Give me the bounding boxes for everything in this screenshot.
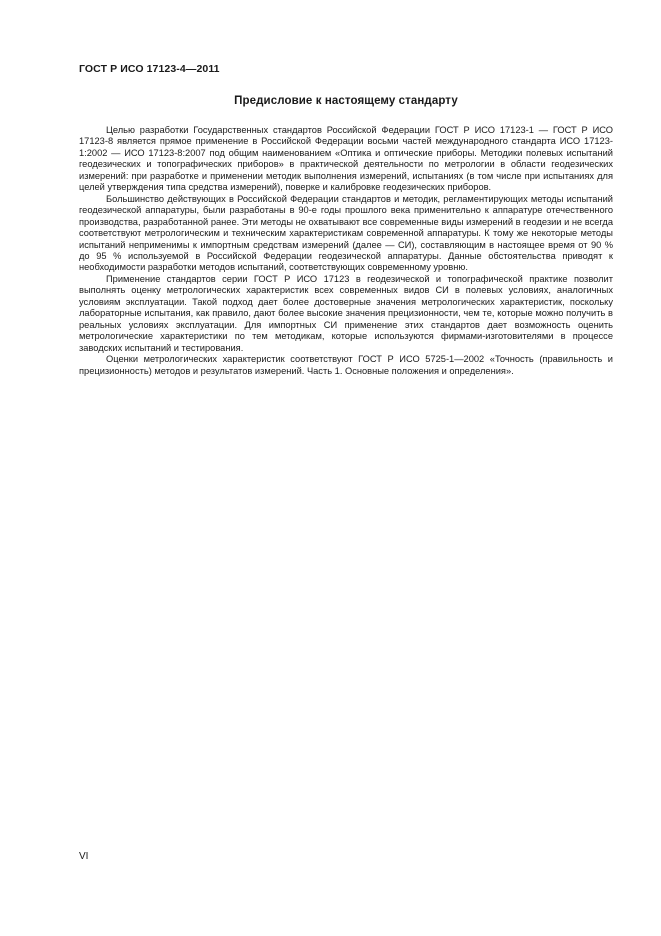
paragraph: Целью разработки Государственных стандартов Российской Федерации ГОСТ Р ИСО 17123-1 — ГОСТ Р ИСО 17123-8 является прямое применение в Российской Федерации восьми частей международного стандарта ИСО 17123-1:2002 — ИСО 17123-8:2007 под общим наименованием «Оптика и оптические приборы. Методики полевых испытаний геодезических и топографических приборов» в практической деятельности по метрологии в области геодезических измерений: при разработке и применении методик выполнения измерений, испытаниях (в том числе при испытаниях для целей утверждения типа средства измерений), поверке и калибровке геодезических приборов. — [79, 125, 613, 193]
paragraph: Применение стандартов серии ГОСТ Р ИСО 17123 в геодезической и топографической практике позволит выполнять оценку метрологических характеристик всех современных видов СИ в полевых условиях, аналогичных условиям эксплуатации. Такой подход дает более достоверные значения метрологических характеристик, поскольку лабораторные испытания, как правило, дают более высокие значения прецизионности, чем те, которые можно получить в реальных условиях эксплуатации. Для импортных СИ применение этих стандартов дает возможность оценить метрологические характеристики по тем методикам, которые используются фирмами-изготовителями в процессе заводских испытаний и тестирования. — [79, 273, 613, 353]
foreword-body — [79, 125, 613, 377]
page-number: VI — [79, 851, 89, 862]
paragraph: Оценки метрологических характеристик соответствуют ГОСТ Р ИСО 5725-1—2002 «Точность (правильность и прецизионность) методов и результатов измерений. Часть 1. Основные положения и определения». — [79, 354, 613, 376]
paragraph: Большинство действующих в Российской Федерации стандартов и методик, регламентирующих методы испытаний геодезической аппаратуры, были разработаны в 90-е годы прошлого века применительно к аппаратуре отечественного производства, разработанной ранее. Эти методы не охватывают все современные виды измерений в геодезии и не всегда соответствуют метрологическим и техническим характеристикам современной аппаратуры. К тому же некоторые методы испытаний неприменимы к импортным средствам измерений (далее — СИ), составляющим в настоящее время от 90 % до 95 % используемой в Российской Федерации геодезической аппаратуры. Данные обстоятельства приводят к необходимости разработки методов испытаний, соответствующих современному уровню. — [79, 193, 613, 273]
section-title: Предисловие к настоящему стандарту — [234, 95, 458, 107]
document-header: ГОСТ Р ИСО 17123-4—2011 — [79, 63, 220, 75]
